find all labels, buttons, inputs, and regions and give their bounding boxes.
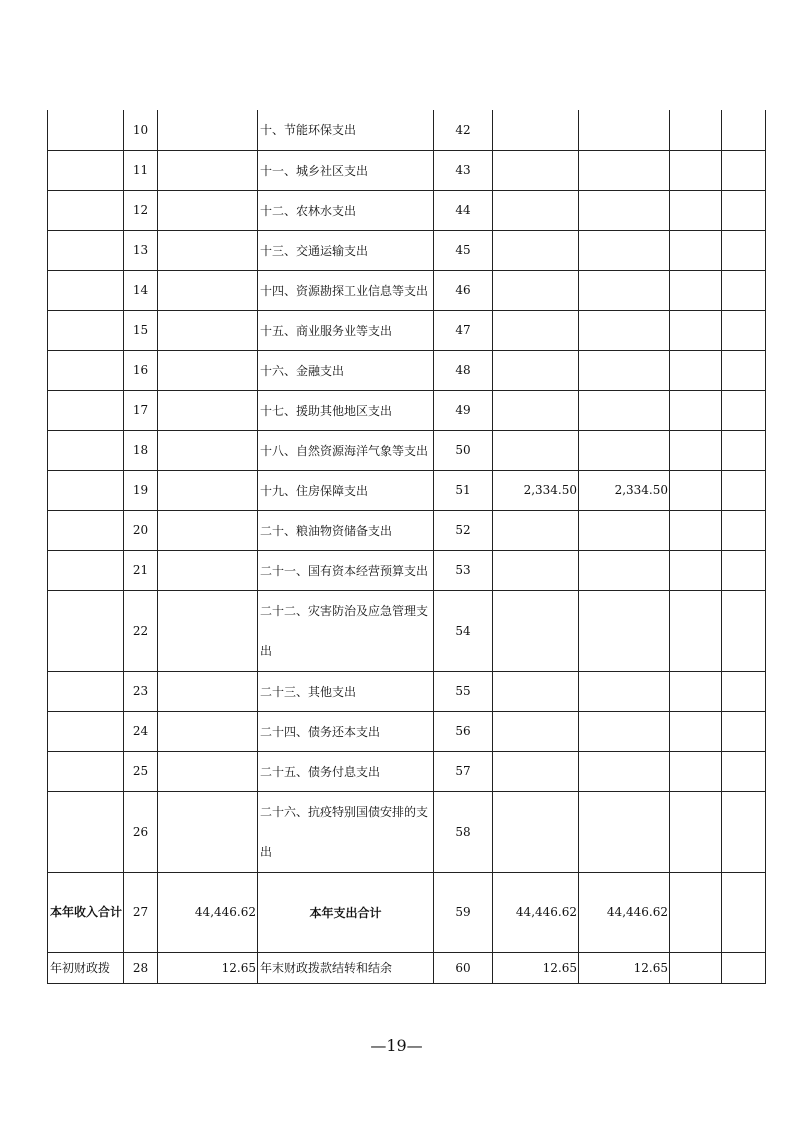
amount-total — [493, 150, 579, 190]
line-number: 46 — [434, 270, 493, 310]
amount-total — [493, 711, 579, 751]
amount-total: 44,446.62 — [493, 872, 579, 952]
row-number: 23 — [124, 671, 158, 711]
amount-general — [579, 550, 670, 590]
amount-total — [493, 110, 579, 150]
table-row — [48, 310, 766, 350]
amount-general — [579, 510, 670, 550]
table-row — [48, 430, 766, 470]
expense-item: 二十一、国有资本经营预算支出 — [258, 550, 434, 590]
table-row — [48, 110, 766, 150]
row-number: 25 — [124, 751, 158, 791]
amount-total: 2,334.50 — [493, 470, 579, 510]
line-number: 43 — [434, 150, 493, 190]
amount-total — [493, 270, 579, 310]
line-number: 45 — [434, 230, 493, 270]
table-row — [48, 590, 766, 671]
expense-item: 二十、粮油物资储备支出 — [258, 510, 434, 550]
amount-total — [493, 550, 579, 590]
table-row — [48, 510, 766, 550]
amount-total — [493, 510, 579, 550]
budget-table — [47, 110, 766, 984]
expense-item: 二十六、抗疫特别国债安排的支出 — [258, 791, 434, 872]
expense-item: 十二、农林水支出 — [258, 190, 434, 230]
row-number: 10 — [124, 110, 158, 150]
expense-item: 十五、商业服务业等支出 — [258, 310, 434, 350]
expense-total-label: 本年支出合计 — [258, 872, 434, 952]
expense-item: 十三、交通运输支出 — [258, 230, 434, 270]
amount-general — [579, 711, 670, 751]
amount-general — [579, 230, 670, 270]
row-number: 24 — [124, 711, 158, 751]
table-row — [48, 711, 766, 751]
opening-appropriation-amount: 12.65 — [158, 952, 258, 983]
line-number: 59 — [434, 872, 493, 952]
line-number: 56 — [434, 711, 493, 751]
line-number: 57 — [434, 751, 493, 791]
line-number: 54 — [434, 590, 493, 671]
page-number: —19— — [370, 1036, 423, 1055]
table-row — [48, 550, 766, 590]
amount-general — [579, 751, 670, 791]
expense-item: 十四、资源勘探工业信息等支出 — [258, 270, 434, 310]
amount-general — [579, 350, 670, 390]
amount-total: 12.65 — [493, 952, 579, 983]
line-number: 42 — [434, 110, 493, 150]
row-number: 21 — [124, 550, 158, 590]
amount-general: 2,334.50 — [579, 470, 670, 510]
line-number: 51 — [434, 470, 493, 510]
amount-general — [579, 590, 670, 671]
income-total-label: 本年收入合计 — [48, 872, 124, 952]
row-number: 19 — [124, 470, 158, 510]
line-number: 60 — [434, 952, 493, 983]
line-number: 55 — [434, 671, 493, 711]
row-number: 28 — [124, 952, 158, 983]
amount-total — [493, 671, 579, 711]
row-number: 20 — [124, 510, 158, 550]
amount-general: 44,446.62 — [579, 872, 670, 952]
opening-appropriation-label: 年初财政拨 — [48, 952, 124, 983]
amount-total — [493, 310, 579, 350]
amount-total — [493, 430, 579, 470]
line-number: 48 — [434, 350, 493, 390]
line-number: 49 — [434, 390, 493, 430]
amount-total — [493, 390, 579, 430]
closing-balance-label: 年末财政拨款结转和结余 — [258, 952, 434, 983]
amount-general: 12.65 — [579, 952, 670, 983]
amount-total — [493, 230, 579, 270]
expense-item: 十一、城乡社区支出 — [258, 150, 434, 190]
row-number: 14 — [124, 270, 158, 310]
table-row — [48, 751, 766, 791]
expense-item: 十七、援助其他地区支出 — [258, 390, 434, 430]
expense-item: 二十二、灾害防治及应急管理支出 — [258, 590, 434, 671]
line-number: 44 — [434, 190, 493, 230]
table-row — [48, 470, 766, 510]
amount-total — [493, 751, 579, 791]
line-number: 52 — [434, 510, 493, 550]
expense-item: 二十四、债务还本支出 — [258, 711, 434, 751]
table-row — [48, 190, 766, 230]
line-number: 47 — [434, 310, 493, 350]
row-number: 27 — [124, 872, 158, 952]
row-number: 16 — [124, 350, 158, 390]
expense-item: 十六、金融支出 — [258, 350, 434, 390]
table-row — [48, 150, 766, 190]
amount-general — [579, 150, 670, 190]
row-number: 26 — [124, 791, 158, 872]
amount-total — [493, 590, 579, 671]
table-row — [48, 671, 766, 711]
amount-general — [579, 190, 670, 230]
table-row-total — [48, 872, 766, 952]
row-number: 12 — [124, 190, 158, 230]
expense-item: 十九、住房保障支出 — [258, 470, 434, 510]
expense-item: 二十五、债务付息支出 — [258, 751, 434, 791]
amount-general — [579, 390, 670, 430]
amount-general — [579, 310, 670, 350]
table-row — [48, 230, 766, 270]
amount-total — [493, 350, 579, 390]
table-row — [48, 791, 766, 872]
line-number: 50 — [434, 430, 493, 470]
amount-total — [493, 791, 579, 872]
income-total-amount: 44,446.62 — [158, 872, 258, 952]
expense-item: 十八、自然资源海洋气象等支出 — [258, 430, 434, 470]
row-number: 17 — [124, 390, 158, 430]
expense-item: 二十三、其他支出 — [258, 671, 434, 711]
table-row-carryover — [48, 952, 766, 983]
line-number: 58 — [434, 791, 493, 872]
row-number: 22 — [124, 590, 158, 671]
table-row — [48, 270, 766, 310]
table-row — [48, 390, 766, 430]
amount-general — [579, 430, 670, 470]
amount-general — [579, 671, 670, 711]
amount-total — [493, 190, 579, 230]
amount-general — [579, 110, 670, 150]
amount-general — [579, 791, 670, 872]
row-number: 15 — [124, 310, 158, 350]
row-number: 18 — [124, 430, 158, 470]
expense-item: 十、节能环保支出 — [258, 110, 434, 150]
row-number: 13 — [124, 230, 158, 270]
amount-general — [579, 270, 670, 310]
line-number: 53 — [434, 550, 493, 590]
row-number: 11 — [124, 150, 158, 190]
table-row — [48, 350, 766, 390]
